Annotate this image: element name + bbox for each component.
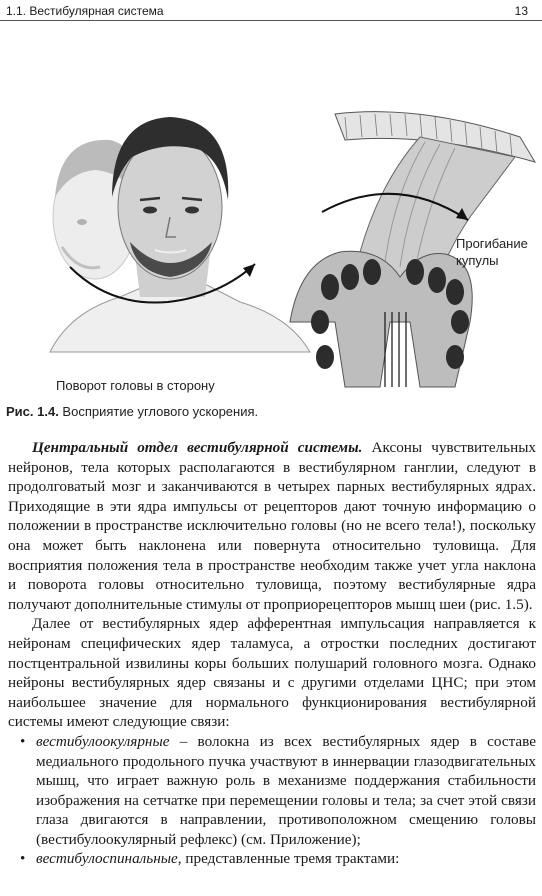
bullet-mark: •: [20, 850, 26, 868]
list-item-term: вестибулоспинальные: [36, 850, 178, 868]
page-number: 13: [514, 4, 528, 18]
header-rule: [0, 20, 542, 21]
list-item-text: – волокна из всех вестибулярных ядер в составе медиального продольного пучка участвуют в иннервации глазодвигательных мышц, что играет важную роль в механизме поддержания стабильности изображения на сетчатке при перемещении головы и тела; за счет этой связи глаза двигаются в направлении, противоположном смещению головы (вестибулоокулярный рефлекс) (см. Приложение);: [36, 732, 536, 848]
figure-illustration: [0, 22, 542, 412]
paragraph-afferent: Далее от вестибулярных ядер афферентная импульсация направляется к нейронам специфических ядер таламуса, а отростки последних достигают постцентральной извилины коры больших полушарий головного мозга. Однако нейроны вестибулярных ядер связаны и с другими отделами ЦНС; при этом наибольшее значение для нормального функционирования вестибулярной системы имеют следующие связи:: [8, 615, 536, 731]
connections-list: [8, 732, 536, 869]
figure-1-4: [0, 22, 542, 412]
paragraph-central-section: [8, 438, 536, 614]
head-rotation-illustration: [50, 117, 310, 352]
list-item-text: , представленные тремя трактами:: [177, 850, 400, 868]
paragraph-lead: Центральный отдел вестибулярной системы.: [32, 439, 363, 456]
figure-caption: [6, 404, 536, 419]
figure-caption-text: Восприятие углового ускорения.: [58, 404, 259, 419]
bullet-mark: •: [20, 732, 26, 750]
page-header: [0, 0, 542, 22]
running-head: 1.1. Вестибулярная система: [6, 4, 164, 18]
body-text: [8, 438, 536, 869]
paragraph-1-text: Аксоны чувствительных нейронов, тела которых располагаются в вестибулярном ганглии, следуют в продолговатый мозг и заканчиваются в четырех парных вестибулярных ядрах. Приходящие в эти ядра импульсы от рецепторов дают точную информацию о положении в пространстве исключительно головы (но не всего тела!), поскольку она может быть наклонена или повернута относительно туловища. Для восприятия положения тела в пространстве необходим также учет угла наклона и поворота головы относительно туловища, поэтому вестибулярные ядра получают дополнительные стимулы от проприорецепторов мышц шеи (рис. 1.5).: [8, 439, 536, 613]
cupula-label-line1: Прогибание: [456, 236, 528, 251]
head-rotation-label: Поворот головы в сторону: [56, 378, 215, 393]
cupula-label-line2: купулы: [456, 253, 499, 268]
list-item: [8, 849, 536, 869]
list-item: [8, 732, 536, 850]
list-item-term: вестибулоокулярные: [36, 732, 170, 750]
figure-number: Рис. 1.4.: [6, 404, 59, 419]
